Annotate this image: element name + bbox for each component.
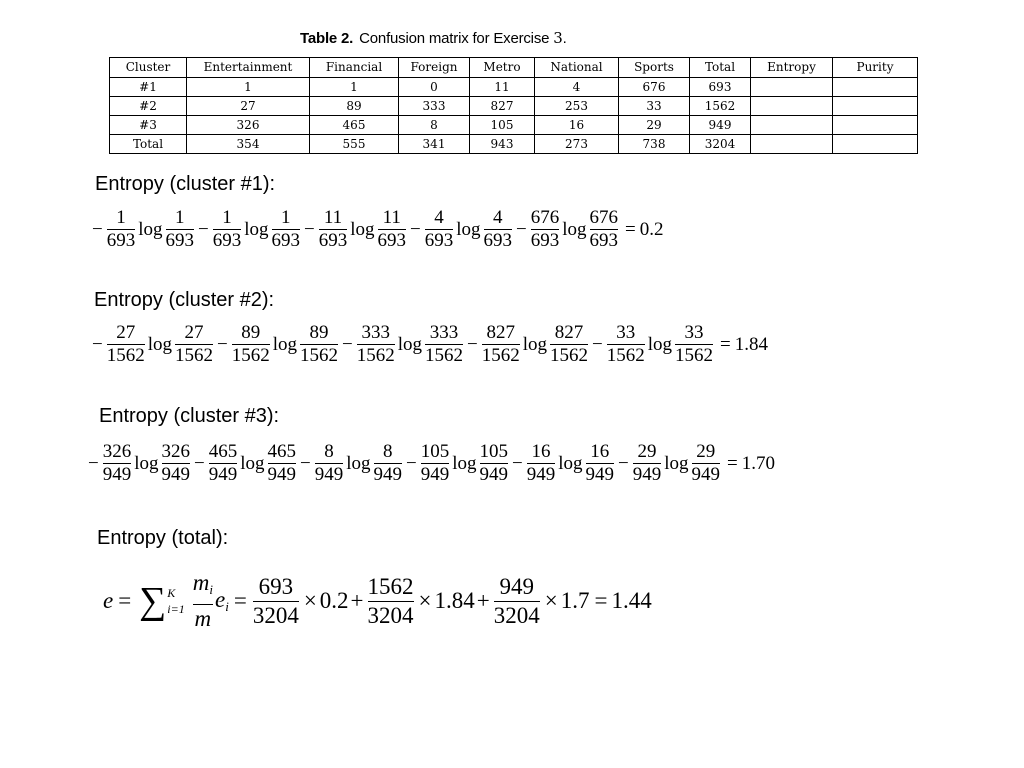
table-cell: 738 [619,135,690,154]
caption-number: 3 [553,29,563,47]
header-cell: Entertainment [187,58,310,78]
minus-sign: − [410,218,421,240]
plus-sign: + [476,588,490,613]
table-cell: #3 [110,116,187,135]
table-cell: 16 [535,116,619,135]
fraction-numerator: 326 [161,441,190,462]
table-cell [751,78,833,97]
log-operator: log [272,333,297,355]
times-sign: × [544,588,558,613]
table-cell: 326 [187,116,310,135]
fraction-denominator: 693 [589,230,618,251]
entropy-cluster-1-equation [90,207,663,252]
equals-sign: = [118,588,132,613]
table-cell: 0 [399,78,470,97]
fraction [207,441,240,486]
table-cell [833,97,918,116]
equation-result: 1.84 [734,333,768,355]
entropy-cluster-2-equation [90,322,768,367]
log-operator: log [456,218,481,240]
table-cell: Total [110,135,187,154]
log-operator: log [138,218,163,240]
fraction [478,441,511,486]
fraction [270,207,303,252]
fraction-numerator: 827 [486,322,515,343]
equals-sign: = [727,452,738,474]
fraction-numerator: 105 [420,441,450,462]
fraction-denominator: 1562 [300,345,338,366]
fraction-denominator: 3204 [367,602,414,628]
fraction [105,322,147,367]
table-cell: 1 [310,78,399,97]
log-operator: log [346,452,371,474]
fraction-denominator: 949 [691,464,720,485]
log-operator: log [134,452,159,474]
fraction-numerator: 827 [554,322,584,343]
equation-result: 1.70 [741,452,775,474]
entropy-cluster-3-label: Entropy (cluster #3): [99,405,280,427]
fraction-denominator: 693 [212,230,242,251]
entropy-total-equation [103,569,652,633]
fraction-numerator: 693 [258,573,294,599]
fraction-numerator: 949 [499,573,534,599]
minus-sign: − [304,218,315,240]
equals-sign: = [233,588,247,613]
fraction-denominator: 949 [208,464,238,485]
weight-denominator: m [194,606,212,631]
table-caption [300,29,567,47]
cluster-entropy-subscript: i [225,599,229,614]
fraction [419,441,452,486]
table-cell [833,135,918,154]
fraction-numerator: 89 [309,322,329,343]
fraction-denominator: 1562 [481,345,520,366]
fraction-numerator: 1 [281,207,291,228]
table-cell: 89 [310,97,399,116]
log-operator: log [397,333,422,355]
fraction-numerator: 89 [241,322,261,343]
minus-sign: − [406,452,417,474]
fraction-numerator: 333 [361,322,390,343]
cluster-entropy-symbol: e [214,587,226,612]
fraction [482,207,515,252]
table-cell [751,116,833,135]
fraction [298,322,340,367]
equals-sign: = [594,588,608,613]
table-cell: 33 [619,97,690,116]
fraction [492,573,542,630]
minus-sign: − [88,452,99,474]
fraction-numerator: 8 [324,441,334,462]
fraction-denominator: 1562 [425,345,463,366]
fraction-denominator: 693 [424,230,454,251]
table-cell: #2 [110,97,187,116]
table-cell: 693 [690,78,751,97]
fraction-denominator: 949 [102,464,132,485]
fraction [423,322,465,367]
fraction-numerator: 1 [116,207,126,228]
fraction [230,322,272,367]
minus-sign: − [92,333,103,355]
weight-numerator: m [192,570,210,595]
log-operator: log [562,218,587,240]
table-cell [751,135,833,154]
fraction-denominator: 949 [585,464,614,485]
table-cell: 105 [470,116,535,135]
fraction [588,207,621,252]
caption-period: . [562,30,567,47]
log-operator: log [452,452,477,474]
minus-sign: − [618,452,629,474]
times-sign: × [303,588,317,613]
fraction-denominator: 3204 [493,602,540,628]
fraction [423,207,456,252]
table-cell: 27 [187,97,310,116]
weight-numerator-subscript: i [209,582,213,597]
fraction-denominator: 949 [632,464,662,485]
table-cell: 354 [187,135,310,154]
fraction-denominator: 949 [420,464,450,485]
minus-sign: − [342,333,353,355]
fraction [366,573,416,630]
table-cell: 11 [470,78,535,97]
times-sign: × [418,588,432,613]
table-cell: 333 [399,97,470,116]
header-cell: National [535,58,619,78]
table-row [110,116,918,135]
header-cell: Metro [470,58,535,78]
fraction-numerator: 27 [116,322,136,343]
minus-sign: − [592,333,603,355]
header-cell: Financial [310,58,399,78]
fraction-denominator: 1562 [550,345,588,366]
fraction-denominator: 693 [530,230,560,251]
header-cell: Entropy [751,58,833,78]
total-result: 1.44 [611,588,652,613]
header-cell: Purity [833,58,918,78]
fraction [105,207,138,252]
summation-symbol: ∑ [139,580,167,622]
confusion-matrix-table [109,57,918,154]
fraction-numerator: 465 [267,441,296,462]
fraction-denominator: 949 [526,464,556,485]
fraction-denominator: 1562 [606,345,645,366]
summation-limits [167,585,184,617]
fraction-denominator: 1562 [231,345,270,366]
fraction-denominator: 693 [483,230,512,251]
fraction [584,441,617,486]
log-operator: log [664,452,689,474]
log-operator: log [147,333,172,355]
fraction [101,441,134,486]
fraction-denominator: 949 [267,464,296,485]
total-lhs-symbol: e [103,588,114,613]
table-cell: 253 [535,97,619,116]
cluster-entropy-value: 1.84 [434,588,475,613]
fraction-denominator: 693 [271,230,300,251]
fraction-denominator: 1562 [175,345,213,366]
fraction [529,207,562,252]
fraction [372,441,405,486]
fraction [673,322,715,367]
table-row [110,97,918,116]
fraction-numerator: 11 [323,207,343,228]
log-operator: log [558,452,583,474]
caption-text: Confusion matrix for Exercise [359,30,550,47]
fraction-numerator: 105 [479,441,508,462]
header-cell: Sports [619,58,690,78]
fraction [376,207,409,252]
fraction-denominator: 3204 [252,602,299,628]
minus-sign: − [467,333,478,355]
fraction-numerator: 333 [429,322,459,343]
log-operator: log [522,333,547,355]
log-operator: log [350,218,375,240]
table-cell: 29 [619,116,690,135]
fraction-numerator: 326 [102,441,132,462]
minus-sign: − [217,333,228,355]
table-cell: 555 [310,135,399,154]
fraction-numerator: 29 [696,441,716,462]
fraction [164,207,197,252]
table-row [110,78,918,97]
fraction-numerator: 1562 [367,573,414,599]
table-cell: #1 [110,78,187,97]
fraction-numerator: 8 [383,441,393,462]
fraction [211,207,244,252]
fraction-numerator: 16 [590,441,610,462]
table-cell: 676 [619,78,690,97]
minus-sign: − [194,452,205,474]
equation-result: 0.2 [639,218,664,240]
fraction [251,573,301,630]
plus-sign: + [350,588,364,613]
fraction-denominator: 693 [318,230,348,251]
caption-label: Table 2. [300,30,354,47]
table-cell: 273 [535,135,619,154]
fraction-numerator: 1 [222,207,232,228]
fraction [480,322,522,367]
fraction-denominator: 949 [373,464,402,485]
table-row [110,135,918,154]
fraction-denominator: 693 [165,230,194,251]
log-operator: log [244,218,269,240]
table-cell: 3204 [690,135,751,154]
fraction-denominator: 1562 [356,345,395,366]
fraction-numerator: 465 [208,441,238,462]
minus-sign: − [512,452,523,474]
fraction-numerator: 1 [175,207,185,228]
fraction [631,441,664,486]
table-cell: 949 [690,116,751,135]
table-cell [751,97,833,116]
table-cell: 827 [470,97,535,116]
summation-lower: i=1 [167,602,185,616]
fraction-denominator: 1562 [675,345,713,366]
fraction-numerator: 27 [184,322,204,343]
entropy-cluster-1-label: Entropy (cluster #1): [95,173,276,195]
fraction-denominator: 949 [479,464,508,485]
log-operator: log [240,452,265,474]
log-operator: log [647,333,672,355]
equals-sign: = [625,218,636,240]
minus-sign: − [300,452,311,474]
table-cell: 465 [310,116,399,135]
fraction [605,322,647,367]
minus-sign: − [516,218,527,240]
table-cell: 1 [187,78,310,97]
entropy-total-label: Entropy (total): [97,527,229,549]
table-cell: 1562 [690,97,751,116]
header-cell: Cluster [110,58,187,78]
table-cell: 8 [399,116,470,135]
fraction [317,207,350,252]
fraction-numerator: 33 [684,322,704,343]
fraction-denominator: 693 [377,230,406,251]
fraction [266,441,299,486]
fraction-denominator: 693 [106,230,136,251]
entropy-cluster-3-equation [86,441,775,486]
minus-sign: − [92,218,103,240]
fraction-numerator: 4 [493,207,503,228]
table-cell: 341 [399,135,470,154]
weight-fraction [191,569,215,633]
fraction-numerator: 676 [589,207,618,228]
fraction-numerator: 676 [530,207,560,228]
table-cell: 943 [470,135,535,154]
fraction-denominator: 949 [161,464,190,485]
fraction [525,441,558,486]
fraction-numerator: 4 [434,207,444,228]
fraction [548,322,590,367]
table-cell [833,78,918,97]
header-cell: Foreign [399,58,470,78]
fraction-denominator: 1562 [106,345,145,366]
cluster-entropy-value: 1.7 [560,588,590,613]
entropy-cluster-2-label: Entropy (cluster #2): [94,289,275,311]
fraction [313,441,346,486]
total-terms [251,573,590,630]
equals-sign: = [720,333,731,355]
table-header-row [110,58,918,78]
header-cell: Total [690,58,751,78]
fraction-numerator: 11 [382,207,401,228]
minus-sign: − [198,218,209,240]
fraction [355,322,397,367]
table-cell: 4 [535,78,619,97]
fraction [173,322,215,367]
fraction-numerator: 29 [637,441,657,462]
summation-upper: K [167,586,176,600]
table-cell [833,116,918,135]
fraction-numerator: 16 [531,441,551,462]
fraction-numerator: 33 [616,322,636,343]
fraction [690,441,723,486]
fraction-denominator: 949 [314,464,344,485]
fraction [160,441,193,486]
cluster-entropy-value: 0.2 [319,588,349,613]
